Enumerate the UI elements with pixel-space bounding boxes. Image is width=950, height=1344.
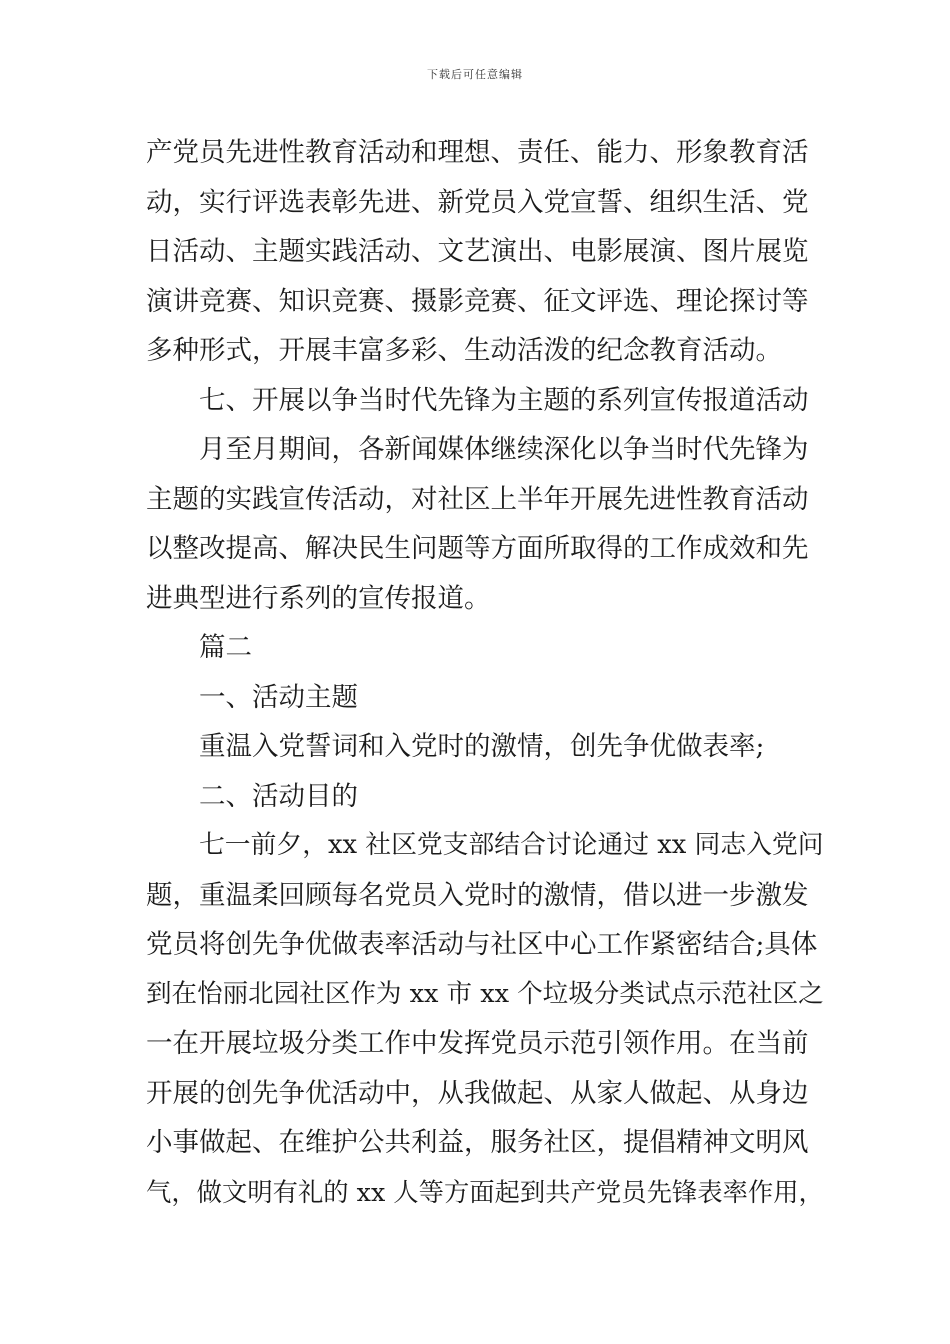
text-line: 多种形式，开展丰富多彩、生动活泼的纪念教育活动。 [146, 335, 782, 366]
text-line: 动，实行评选表彰先进、新党员入党宣誓、组织生活、党 [146, 186, 809, 218]
text-line: 一、活动主题 [199, 681, 358, 713]
text-line: 党员将创先争优做表率活动与社区中心工作紧密结合;具体 [146, 929, 818, 960]
text-line: 月至月期间，各新闻媒体继续深化以争当时代先锋为 [199, 434, 809, 465]
text-line: 演讲竞赛、知识竞赛、摄影竞赛、征文评选、理论探讨等 [146, 285, 809, 317]
text-line: 一在开展垃圾分类工作中发挥党员示范引领作用。在当前 [146, 1028, 809, 1059]
text-line: 重温入党誓词和入党时的激情，创先争优做表率; [199, 731, 765, 762]
text-line: 气，做文明有礼的 xx 人等方面起到共产党员先锋表率作用， [146, 1176, 824, 1207]
text-line: 产党员先进性教育活动和理想、责任、能力、形象教育活 [146, 137, 809, 168]
page-header: 下载后可任意编辑 [427, 68, 523, 81]
text-line: 主题的实践宣传活动，对社区上半年开展先进性教育活动 [146, 483, 809, 515]
text-line: 小事做起、在维护公共利益，服务社区，提倡精神文明风 [146, 1127, 809, 1158]
text-line: 到在怡丽北园社区作为 xx 市 xx 个垃圾分类试点示范社区之 [146, 978, 824, 1009]
text-line: 二、活动目的 [199, 780, 358, 812]
text-line: 开展的创先争优活动中，从我做起、从家人做起、从身边 [146, 1077, 809, 1109]
text-line: 七一前夕，xx 社区党支部结合讨论通过 xx 同志入党问 [199, 830, 824, 860]
text-line: 以整改提高、解决民生问题等方面所取得的工作成效和先 [146, 533, 809, 564]
text-line: 题，重温柔回顾每名党员入党时的激情，借以进一步激发 [146, 879, 809, 911]
text-line: 七、开展以争当时代先锋为主题的系列宣传报道活动 [199, 384, 809, 416]
text-line: 进典型进行系列的宣传报道。 [146, 582, 491, 614]
text-line: 日活动、主题实践活动、文艺演出、电影展演、图片展览 [146, 236, 809, 267]
body-text [146, 128, 824, 1217]
text-line: 篇二 [199, 632, 252, 663]
